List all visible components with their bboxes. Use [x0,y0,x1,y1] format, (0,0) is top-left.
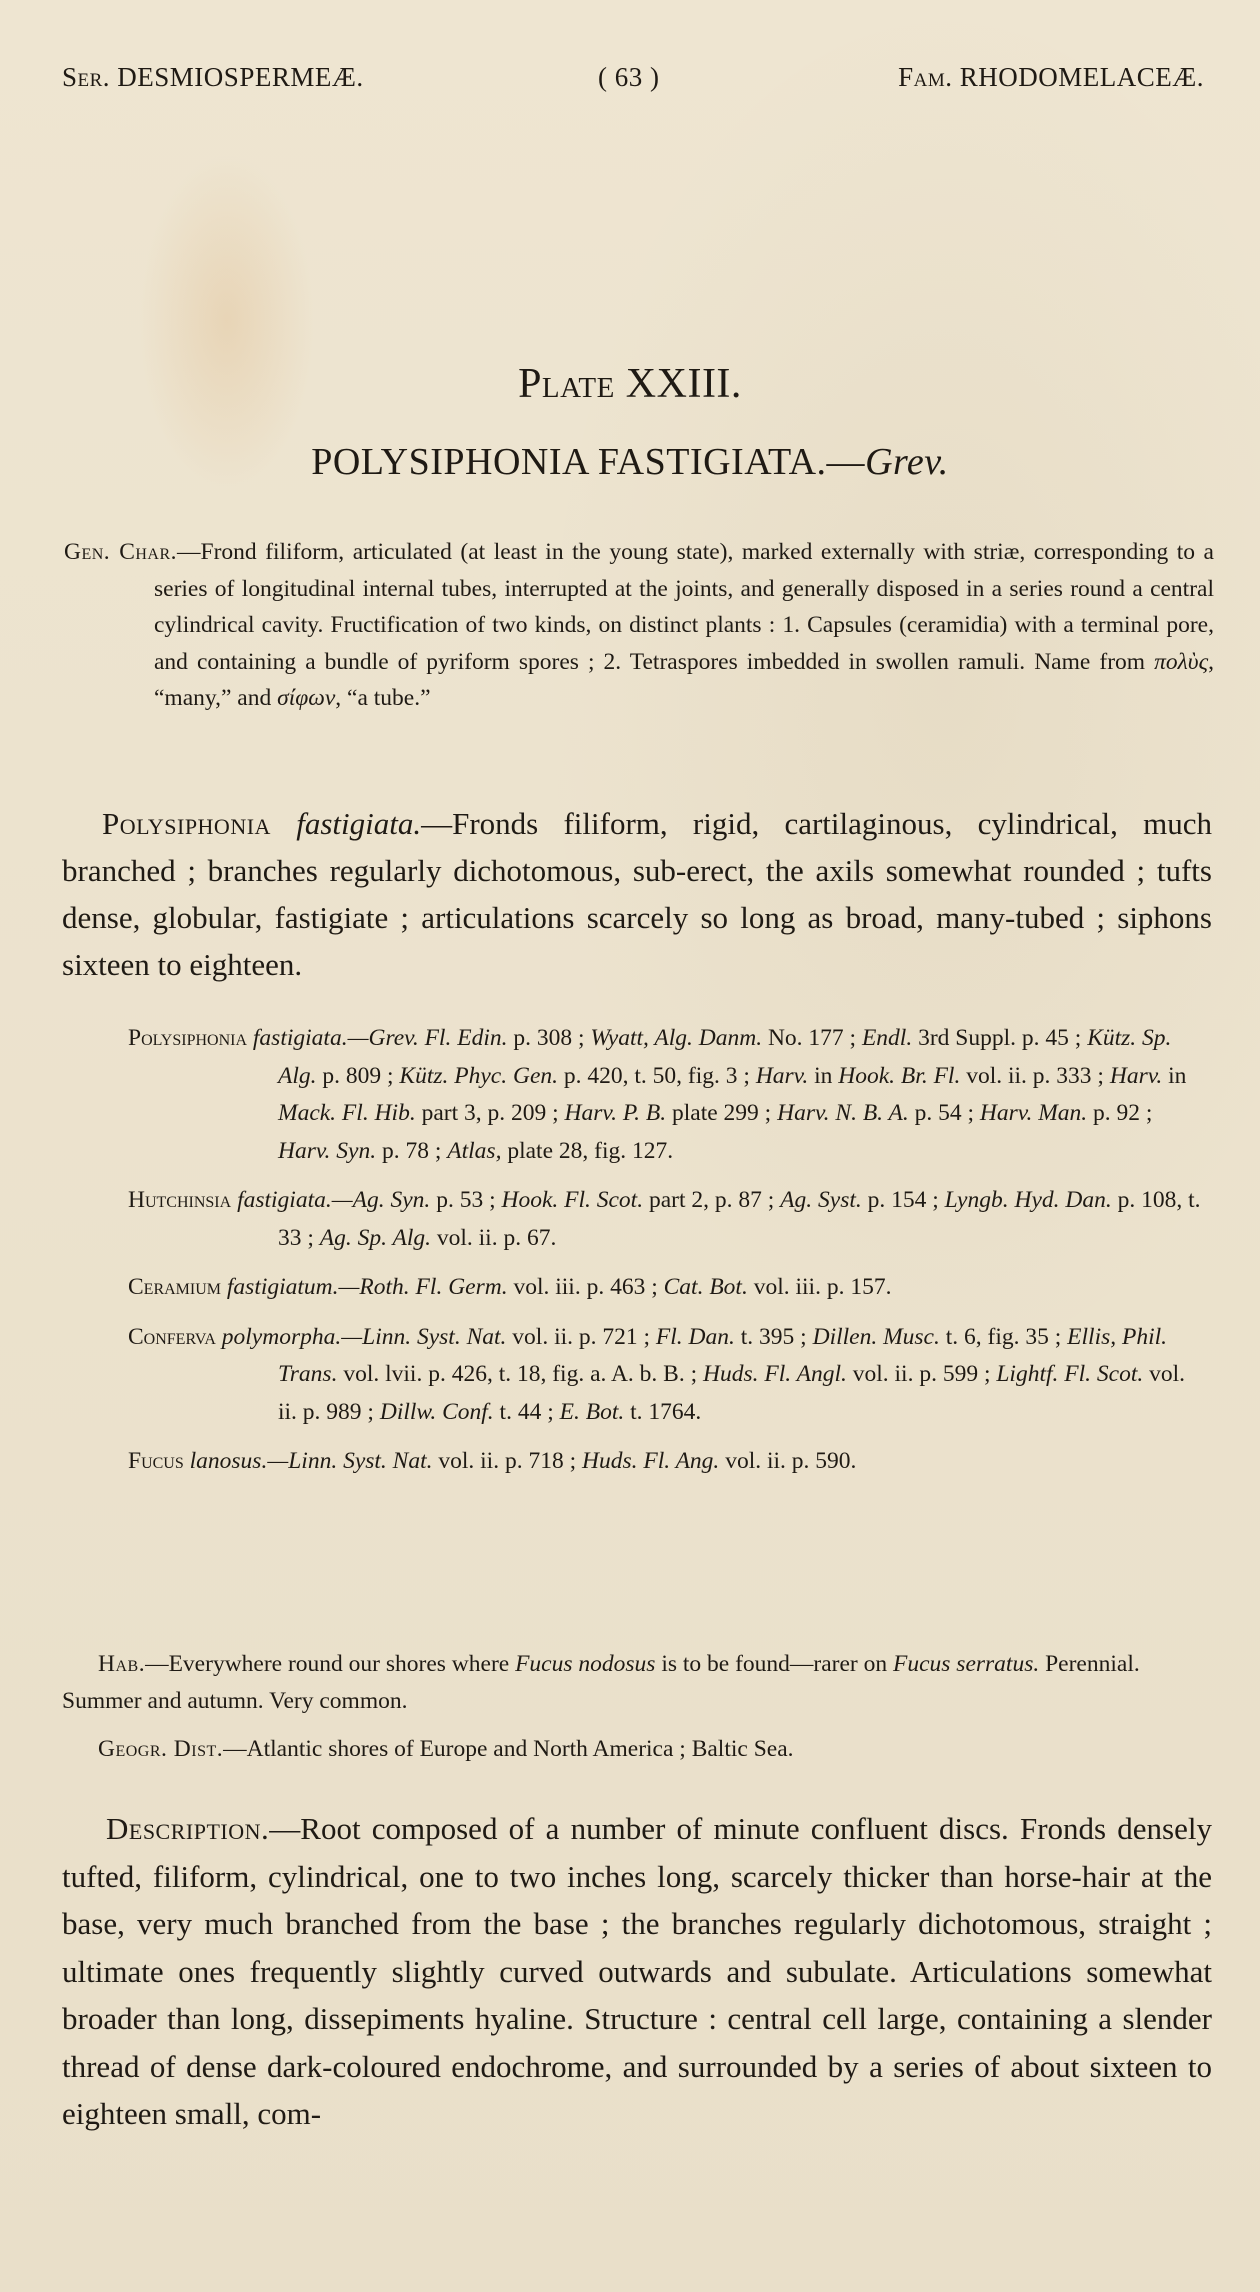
synonym-citation-part: t. 395 ; [734,1323,813,1350]
synonym-citation-part: in [1162,1062,1187,1089]
description-label: Description. [106,1811,270,1846]
synonym-citation-part: vol. ii. p. 67. [430,1224,557,1251]
synonym-citation-part: p. 308 ; [507,1025,591,1051]
synonym-citation-part: Fl. Dan. [655,1323,735,1350]
synonym-citation-part: p. 92 ; [1087,1100,1153,1126]
synonym-entry [128,1182,1208,1257]
running-head-series: Ser. DESMIOSPERMEÆ. [62,62,364,92]
synonym-entry [128,1020,1208,1170]
page-number: ( 63 ) [598,62,660,92]
synonym-citation-part: vol. lvii. p. 426, t. 18, fig. a. A. b. B. ; [337,1361,704,1387]
synonym-citation-part: vol. ii. p. 333 ; [960,1062,1110,1089]
synonym-genus: Ceramium [128,1274,222,1300]
synonym-citation-part: Kütz. Phyc. Gen. [399,1062,559,1089]
synonym-citation-part: p. 78 ; [376,1137,448,1164]
synonym-citation-part: vol. ii. p. 989 ; [278,1361,1186,1425]
synonym-citation-part: t. 44 ; [493,1398,560,1425]
generic-character [64,534,1214,717]
generic-character-text: —Frond filiform, articulated (at least in the young state), marked externally with striæ, corresponding to a series of longitudinal internal tubes, interrupted at the joints, and generally disposed in a series round a central cylindrical cavity. Fructification of two kinds, on distinct plants : 1. Capsules (ceramidia) with a terminal pore, and containing a bundle of pyriform spores ; 2. Tetraspores imbedded in swollen ramuli. Name from [154,539,1214,675]
species-name: POLYSIPHONIA FASTIGIATA.— [311,441,866,483]
synonym-citation-part: E. Bot. [559,1398,625,1425]
habitat-paragraph [62,1646,1212,1719]
synonym-citation-part: in [808,1062,839,1089]
synonym-citation-part: vol. ii. p. 721 ; [506,1323,656,1350]
diagnosis-species: fastigiata. [296,806,422,841]
habitat-host-1: Fucus nodosus [515,1651,656,1677]
generic-character-text-3: , “a tube.” [335,685,431,711]
habitat-text-3: Perennial. Summer and autumn. Very common. [62,1651,1140,1714]
habitat-label: Hab. [98,1651,146,1677]
synonym-genus: Hutchinsia [128,1187,232,1213]
plate-title: Plate XXIII. [518,361,742,407]
synonym-genus: Polysiphonia [128,1025,248,1051]
description-paragraph [62,1805,1212,2138]
synonym-citation-part: vol. ii. p. 718 ; [432,1448,582,1474]
habitat-text: —Everywhere round our shores where [145,1651,516,1677]
generic-character-label: Gen. Char. [64,539,178,565]
synonym-citation-part: p. 809 ; [316,1062,400,1089]
synonym-entry [128,1269,1208,1307]
synonym-genus: Fucus [128,1448,184,1474]
synonym-citation-part: Ag. Syst. [780,1187,862,1213]
synonym-citation-part: Kütz. Sp. Alg. [278,1025,1172,1089]
synonym-citation-part: Wyatt, Alg. Danm. [590,1025,763,1051]
habitat-host-2: Fucus serratus. [893,1651,1040,1677]
synonym-citation-part: No. 177 ; [762,1025,862,1051]
synonym-citation-part: Mack. Fl. Hib. [278,1100,416,1126]
synonym-citation-part: Harv. Syn. [278,1137,377,1164]
habitat-section [62,1646,1212,1780]
synonym-citation-part: Lyngb. Hyd. Dan. [944,1187,1112,1213]
synonym-citation-part: Endl. [861,1025,913,1051]
synonym-citation-part: Ellis, Phil. Trans. [278,1323,1168,1387]
synonym-citation-part: Dillw. Conf. [379,1398,494,1425]
synonym-citation-part: vol. ii. p. 599 ; [846,1361,997,1387]
running-head-family: Fam. RHODOMELACEÆ. [898,62,1204,92]
species-authority: Grev. [865,441,949,483]
description-text: —Root composed of a number of minute confluent discs. Fronds densely tufted, filiform, cylindrical, one to two inches long, scarcely thicker than horse-hair at the base, very much branched from the base ; the branches regularly dichotomous, straight ; ultimate ones frequently slightly curved outwards and subulate. Articulations somewhat broader than long, dissepiments hyaline. Structure : central cell large, containing a slender thread of dense dark-coloured endochrome, and surrounded by a series of about sixteen to eighteen small, com- [62,1811,1212,2131]
synonym-citation-part: t. 1764. [624,1398,702,1425]
synonym-citation-part: Harv. [1109,1062,1163,1089]
synonym-citation-part: p. 53 ; [430,1187,502,1213]
synonym-citation-part: vol. ii. p. 590. [719,1448,857,1474]
synonym-citation-part: part 2, p. 87 ; [643,1187,781,1213]
synonym-citation-part: Harv. N. B. A. [777,1100,909,1126]
synonym-citation-part: p. 420, t. 50, fig. 3 ; [558,1062,756,1089]
synonym-citation-part: p. 108, t. 33 ; [278,1187,1201,1251]
distribution-label: Geogr. Dist. [98,1736,224,1762]
species-diagnosis [62,800,1212,988]
species-title [0,440,1260,484]
synonym-citation-part: Harv. Man. [979,1100,1088,1126]
synonym-citation-part: Harv. [755,1062,809,1089]
synonym-citation-part: Harv. P. B. [564,1100,667,1126]
synonym-citation-part: lanosus.—Linn. Syst. Nat. [189,1448,433,1474]
synonymy-list [128,1020,1208,1493]
synonym-citation-part: Hook. Br. Fl. [838,1062,961,1089]
synonym-citation-part: fastigiatum.—Roth. Fl. Germ. [226,1274,508,1300]
synonym-entry [128,1443,1208,1481]
synonym-citation-part: plate 28, fig. 127. [501,1137,674,1164]
synonym-citation-part: Cat. Bot. [663,1274,748,1300]
synonym-citation-part: plate 299 ; [666,1100,778,1126]
distribution-text: —Atlantic shores of Europe and North America ; Baltic Sea. [223,1736,794,1762]
diagnosis-genus: Polysiphonia [102,806,271,841]
greek-word-tube: σίφων [277,685,336,711]
synonym-citation-part: Atlas, [447,1137,502,1164]
synonym-citation-part: Huds. Fl. Angl. [703,1361,847,1387]
habitat-text-2: is to be found—rarer on [655,1651,893,1677]
synonym-citation-part: vol. iii. p. 463 ; [507,1274,664,1300]
synonym-citation-part: Ag. Sp. Alg. [319,1224,431,1251]
synonym-citation-part: 3rd Suppl. p. 45 ; [912,1025,1088,1051]
synonym-citation-part: Dillen. Musc. [812,1323,940,1350]
diagnosis-paragraph [62,800,1212,988]
synonym-citation-part: p. 54 ; [908,1100,980,1126]
synonym-citation-part: Hook. Fl. Scot. [501,1187,644,1213]
description-section [62,1805,1212,2138]
synonym-citation-part: part 3, p. 209 ; [415,1100,565,1126]
generic-character-paragraph [64,534,1214,717]
synonym-citation-part: Huds. Fl. Ang. [582,1448,720,1474]
running-head [0,62,1260,106]
synonym-citation-part: vol. iii. p. 157. [747,1274,892,1300]
synonym-citation-part: fastigiata.—Grev. Fl. Edin. [252,1025,508,1051]
synonym-citation-part: fastigiata.—Ag. Syn. [237,1187,431,1213]
synonym-entry [128,1319,1208,1432]
synonym-citation-part: Lightf. Fl. Scot. [996,1361,1144,1387]
generic-character-text-2: , “many,” and [154,648,1214,711]
synonym-genus: Conferva [128,1323,216,1350]
synonym-citation-part: polymorpha.—Linn. Syst. Nat. [221,1323,507,1350]
distribution-paragraph [62,1731,1212,1768]
greek-word-many: πολὺς [1154,648,1209,675]
diagnosis-text: —Fronds filiform, rigid, cartilaginous, cylindrical, much branched ; branches regularly dichotomous, sub-erect, the axils somewhat rounded ; tufts dense, globular, fastigiate ; articulations scarcely so long as broad, many-tubed ; siphons sixteen to eighteen. [62,806,1213,982]
synonym-citation-part: t. 6, fig. 35 ; [939,1323,1068,1350]
synonym-citation-part: p. 154 ; [861,1187,945,1213]
